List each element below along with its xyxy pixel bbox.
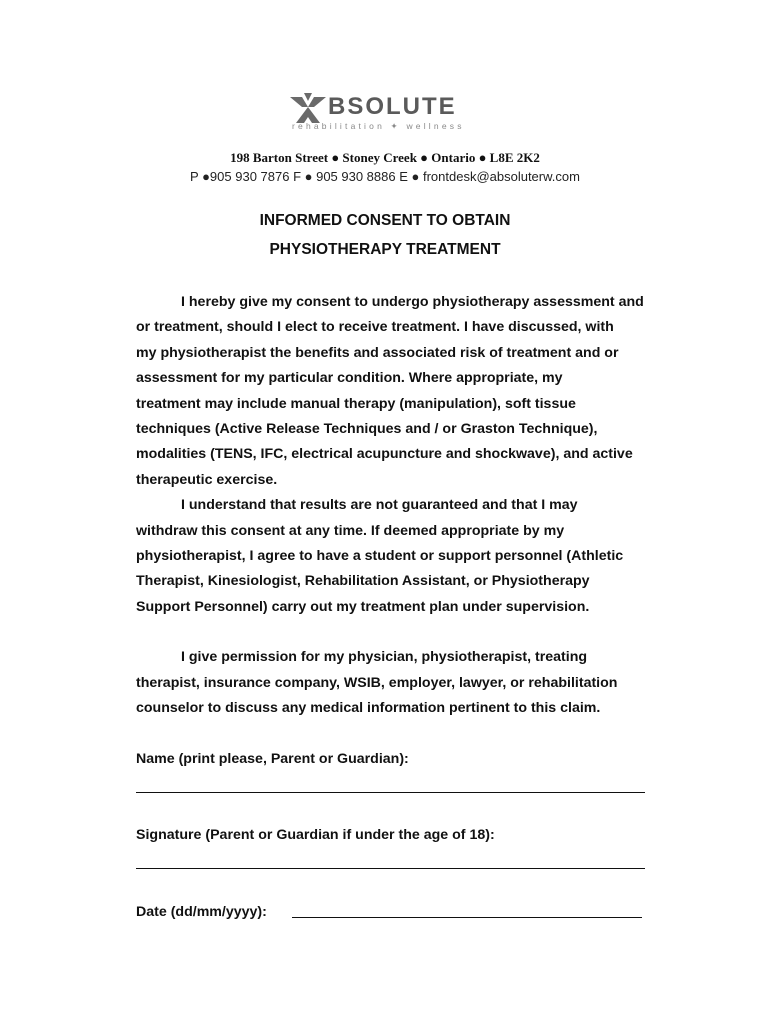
- consent-text-line: I give permission for my physician, physiotherapist, treating: [181, 649, 588, 666]
- company-logo: [288, 93, 488, 135]
- consent-body: [136, 290, 696, 722]
- consent-text-line: or treatment, should I elect to receive treatment. I have discussed, with: [136, 319, 614, 336]
- logo-tagline: rehabilitation ✦ wellness: [292, 121, 465, 131]
- logo-wordmark: BSOLUTE: [328, 93, 457, 120]
- consent-text-line: I hereby give my consent to undergo physiotherapy assessment and: [181, 294, 644, 310]
- consent-text-line: therapeutic exercise.: [136, 471, 278, 488]
- consent-text-line: I understand that results are not guaranteed and that I may: [181, 497, 578, 514]
- consent-text-line: Therapist, Kinesiologist, Rehabilitation Assistant, or Physiotherapy: [136, 573, 590, 590]
- form-title-line-1: INFORMED CONSENT TO OBTAIN: [259, 212, 511, 229]
- clinic-address: 198 Barton Street ● Stoney Creek ● Ontario ● L8E 2K2: [230, 150, 540, 165]
- consent-text-line: withdraw this consent at any time. If deemed appropriate by my: [136, 522, 565, 539]
- consent-text-line: physiotherapist, I agree to have a student or support personnel (Athletic: [136, 547, 624, 564]
- date-field-label: Date (dd/mm/yyyy):: [136, 904, 267, 920]
- clinic-contact: P ●905 930 7876 F ● 905 930 8886 E ● frontdesk@absoluterw.com: [190, 169, 580, 184]
- consent-text-line: assessment for my particular condition. Where appropriate, my: [136, 370, 563, 387]
- form-title-line-2: PHYSIOTHERAPY TREATMENT: [269, 241, 501, 258]
- consent-text-line: Support Personnel) carry out my treatment plan under supervision.: [136, 598, 590, 615]
- consent-text-line: treatment may include manual therapy (manipulation), soft tissue: [136, 395, 576, 412]
- signature-input-line[interactable]: [136, 868, 645, 869]
- consent-text-line: my physiotherapist the benefits and associated risk of treatment and or: [136, 344, 619, 361]
- name-field-label: Name (print please, Parent or Guardian):: [136, 751, 409, 767]
- date-input-line[interactable]: [292, 917, 642, 918]
- name-input-line[interactable]: [136, 792, 645, 793]
- signature-field-label: Signature (Parent or Guardian if under the age of 18):: [136, 827, 495, 843]
- consent-text-line: counselor to discuss any medical information pertinent to this claim.: [136, 700, 601, 717]
- consent-text-line: therapist, insurance company, WSIB, employer, lawyer, or rehabilitation: [136, 674, 618, 691]
- consent-text-line: techniques (Active Release Techniques and / or Graston Technique),: [136, 420, 598, 437]
- consent-text-line: modalities (TENS, IFC, electrical acupuncture and shockwave), and active: [136, 446, 633, 463]
